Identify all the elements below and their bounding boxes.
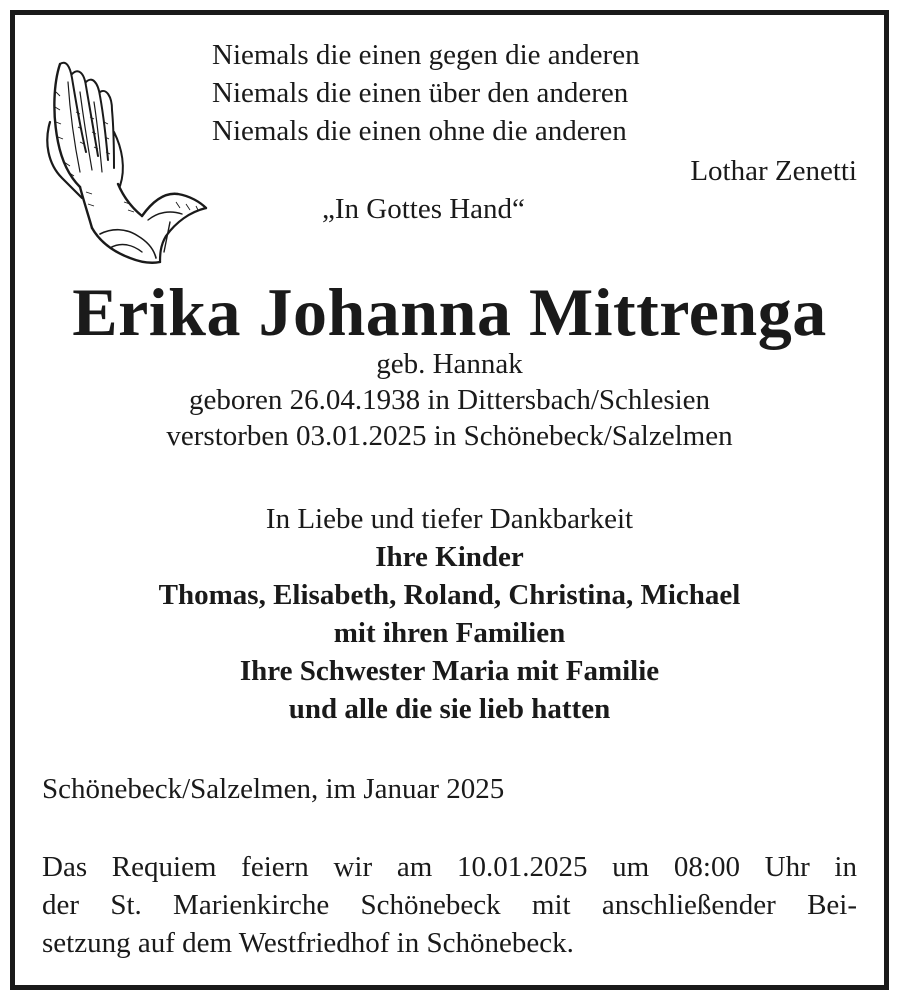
deceased-name: Erika Johanna Mittrenga	[72, 274, 827, 350]
mourners-line: Ihre Schwester Maria mit Familie	[239, 655, 660, 687]
maiden-name: geb. Hannak	[376, 348, 523, 380]
place-date: Schönebeck/Salzelmen, im Januar 2025	[42, 773, 505, 805]
poem-line: Niemals die einen ohne die anderen	[212, 115, 627, 147]
mourners-line: und alle die sie lieb hatten	[288, 693, 611, 725]
mourners	[0, 500, 899, 728]
poem-author: Lothar Zenetti	[690, 155, 857, 187]
poem	[212, 36, 640, 150]
poem-line: Niemals die einen gegen die anderen	[212, 39, 640, 71]
poem-line: Niemals die einen über den anderen	[212, 77, 629, 109]
requiem-line: setzung auf dem Westfriedhof in Schönebeck.	[42, 927, 574, 959]
mourners-line: mit ihren Familien	[333, 617, 566, 649]
requiem-info	[42, 848, 857, 962]
mourners-intro: In Liebe und tiefer Dankbarkeit	[265, 503, 634, 535]
birth-info: geboren 26.04.1938 in Dittersbach/Schlesien	[188, 384, 711, 416]
requiem-line: der St. Marienkirche Schönebeck mit anschließender Bei-	[42, 889, 857, 921]
mourners-line: Thomas, Elisabeth, Roland, Christina, Michael	[158, 579, 741, 611]
life-dates	[0, 346, 899, 454]
requiem-line: Das Requiem feiern wir am 10.01.2025 um 08:00 Uhr in	[42, 851, 857, 883]
motto: „In Gottes Hand“	[322, 193, 525, 225]
mourners-line: Ihre Kinder	[375, 541, 524, 573]
death-info: verstorben 03.01.2025 in Schönebeck/Salzelmen	[166, 420, 733, 452]
praying-hands-icon	[40, 52, 208, 267]
